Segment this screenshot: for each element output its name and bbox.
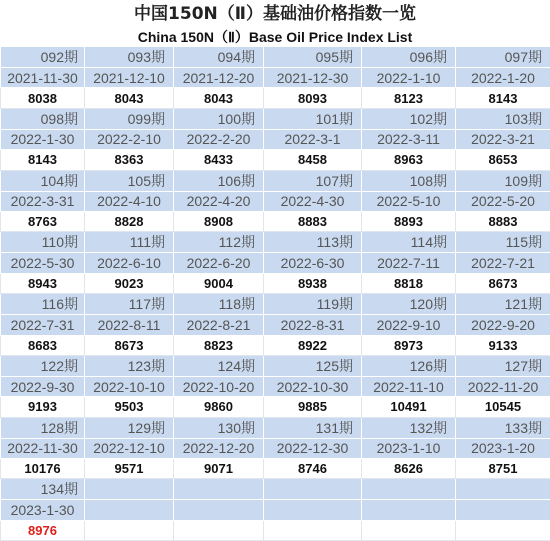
date-cell: 2022-6-30 [264, 253, 362, 273]
period-cell: 118期 [174, 294, 264, 315]
date-cell: 2022-3-1 [264, 129, 362, 149]
period-cell: 100期 [174, 108, 264, 129]
date-cell: 2022-8-31 [264, 315, 362, 335]
value-cell: 8938 [264, 273, 362, 293]
value-cell [85, 520, 174, 540]
value-cell: 8433 [174, 150, 264, 170]
value-cell [456, 520, 550, 540]
date-row [1, 315, 550, 335]
value-cell: 9860 [174, 397, 264, 417]
value-cell: 8683 [1, 335, 85, 355]
period-cell: 127期 [456, 355, 550, 376]
period-cell [362, 479, 456, 500]
date-cell: 2022-11-30 [1, 438, 85, 458]
period-cell: 119期 [264, 294, 362, 315]
period-cell: 110期 [1, 232, 85, 253]
period-cell: 105期 [85, 170, 174, 191]
period-row [1, 47, 550, 68]
value-cell: 9023 [85, 273, 174, 293]
period-cell: 097期 [456, 47, 550, 68]
value-cell: 8818 [362, 273, 456, 293]
period-cell: 115期 [456, 232, 550, 253]
period-cell: 101期 [264, 108, 362, 129]
period-row [1, 479, 550, 500]
value-cell: 8093 [264, 88, 362, 108]
date-cell: 2022-3-31 [1, 191, 85, 211]
date-cell: 2022-9-10 [362, 315, 456, 335]
date-cell: 2021-12-10 [85, 68, 174, 88]
value-cell: 8123 [362, 88, 456, 108]
value-row [1, 273, 550, 293]
date-cell: 2022-3-21 [456, 129, 550, 149]
value-cell: 8143 [456, 88, 550, 108]
date-cell [85, 500, 174, 520]
date-cell: 2022-11-10 [362, 376, 456, 396]
latest-value-cell: 8976 [1, 520, 85, 540]
date-row [1, 129, 550, 149]
value-cell: 8038 [1, 88, 85, 108]
date-cell: 2022-12-20 [174, 438, 264, 458]
date-cell: 2022-8-21 [174, 315, 264, 335]
date-cell: 2023-1-20 [456, 438, 550, 458]
period-cell: 123期 [85, 355, 174, 376]
value-cell: 9503 [85, 397, 174, 417]
date-cell [456, 500, 550, 520]
period-cell: 114期 [362, 232, 456, 253]
period-cell: 132期 [362, 417, 456, 438]
date-cell: 2022-1-10 [362, 68, 456, 88]
period-cell: 106期 [174, 170, 264, 191]
period-cell: 108期 [362, 170, 456, 191]
period-cell: 117期 [85, 294, 174, 315]
value-cell: 8973 [362, 335, 456, 355]
value-row [1, 88, 550, 108]
date-cell: 2022-4-10 [85, 191, 174, 211]
date-cell: 2022-9-30 [1, 376, 85, 396]
period-cell: 126期 [362, 355, 456, 376]
date-cell: 2022-5-30 [1, 253, 85, 273]
price-index-table [0, 46, 550, 541]
period-cell: 124期 [174, 355, 264, 376]
date-cell: 2022-10-10 [85, 376, 174, 396]
value-cell: 10545 [456, 397, 550, 417]
period-cell: 129期 [85, 417, 174, 438]
period-cell: 109期 [456, 170, 550, 191]
period-cell: 133期 [456, 417, 550, 438]
page-title: 中国150N（Ⅱ）基础油价格指数一览 [0, 2, 550, 26]
period-cell: 120期 [362, 294, 456, 315]
period-cell: 134期 [1, 479, 85, 500]
date-cell: 2022-7-31 [1, 315, 85, 335]
date-cell: 2022-10-20 [174, 376, 264, 396]
value-cell: 8458 [264, 150, 362, 170]
date-cell: 2022-6-20 [174, 253, 264, 273]
value-cell: 10491 [362, 397, 456, 417]
date-row [1, 68, 550, 88]
date-cell: 2022-9-20 [456, 315, 550, 335]
date-cell: 2022-12-30 [264, 438, 362, 458]
date-cell: 2022-5-20 [456, 191, 550, 211]
value-cell: 8143 [1, 150, 85, 170]
period-cell: 121期 [456, 294, 550, 315]
date-cell [174, 500, 264, 520]
date-cell: 2022-8-11 [85, 315, 174, 335]
value-cell: 9571 [85, 459, 174, 479]
period-row [1, 355, 550, 376]
value-cell: 8363 [85, 150, 174, 170]
period-cell: 130期 [174, 417, 264, 438]
value-cell: 8883 [264, 211, 362, 231]
value-cell: 8893 [362, 211, 456, 231]
period-cell: 111期 [85, 232, 174, 253]
period-cell [85, 479, 174, 500]
period-cell: 125期 [264, 355, 362, 376]
value-row [1, 520, 550, 540]
period-cell: 092期 [1, 47, 85, 68]
value-cell: 8963 [362, 150, 456, 170]
period-cell: 113期 [264, 232, 362, 253]
date-cell: 2022-6-10 [85, 253, 174, 273]
value-cell: 10176 [1, 459, 85, 479]
value-row [1, 459, 550, 479]
date-cell: 2022-11-20 [456, 376, 550, 396]
date-row [1, 376, 550, 396]
period-cell: 099期 [85, 108, 174, 129]
date-cell: 2022-1-30 [1, 129, 85, 149]
value-cell [362, 520, 456, 540]
value-row [1, 150, 550, 170]
date-cell: 2022-2-20 [174, 129, 264, 149]
period-cell: 116期 [1, 294, 85, 315]
period-cell: 098期 [1, 108, 85, 129]
value-cell: 8943 [1, 273, 85, 293]
date-row [1, 191, 550, 211]
date-cell: 2022-3-11 [362, 129, 456, 149]
period-row [1, 170, 550, 191]
page-subtitle: China 150N（Ⅱ）Base Oil Price Index List [0, 27, 550, 47]
date-cell: 2022-7-11 [362, 253, 456, 273]
value-row [1, 335, 550, 355]
period-cell: 107期 [264, 170, 362, 191]
value-cell: 8908 [174, 211, 264, 231]
date-cell: 2023-1-30 [1, 500, 85, 520]
value-row [1, 211, 550, 231]
value-cell: 8823 [174, 335, 264, 355]
period-row [1, 232, 550, 253]
period-row [1, 108, 550, 129]
period-cell: 131期 [264, 417, 362, 438]
period-cell: 112期 [174, 232, 264, 253]
value-cell: 9071 [174, 459, 264, 479]
period-cell: 102期 [362, 108, 456, 129]
value-cell: 8043 [174, 88, 264, 108]
date-cell: 2022-5-10 [362, 191, 456, 211]
value-cell: 8653 [456, 150, 550, 170]
date-cell: 2021-12-30 [264, 68, 362, 88]
period-cell: 128期 [1, 417, 85, 438]
value-cell: 8922 [264, 335, 362, 355]
value-cell: 8751 [456, 459, 550, 479]
period-row [1, 294, 550, 315]
period-cell: 094期 [174, 47, 264, 68]
date-cell: 2023-1-10 [362, 438, 456, 458]
value-cell: 8883 [456, 211, 550, 231]
date-cell: 2022-1-20 [456, 68, 550, 88]
value-row [1, 397, 550, 417]
period-cell: 095期 [264, 47, 362, 68]
date-cell: 2021-11-30 [1, 68, 85, 88]
date-cell: 2021-12-20 [174, 68, 264, 88]
value-cell [174, 520, 264, 540]
value-cell: 9885 [264, 397, 362, 417]
period-cell: 122期 [1, 355, 85, 376]
value-cell: 9133 [456, 335, 550, 355]
period-cell: 104期 [1, 170, 85, 191]
date-cell: 2022-7-21 [456, 253, 550, 273]
value-cell: 8746 [264, 459, 362, 479]
period-cell: 093期 [85, 47, 174, 68]
value-cell [264, 520, 362, 540]
date-row [1, 438, 550, 458]
date-cell: 2022-12-10 [85, 438, 174, 458]
period-cell [174, 479, 264, 500]
value-cell: 9004 [174, 273, 264, 293]
date-cell: 2022-2-10 [85, 129, 174, 149]
date-cell: 2022-10-30 [264, 376, 362, 396]
value-cell: 8763 [1, 211, 85, 231]
value-cell: 8626 [362, 459, 456, 479]
date-row [1, 253, 550, 273]
value-cell: 8828 [85, 211, 174, 231]
period-cell [456, 479, 550, 500]
period-cell: 096期 [362, 47, 456, 68]
value-cell: 9193 [1, 397, 85, 417]
value-cell: 8043 [85, 88, 174, 108]
date-cell [264, 500, 362, 520]
period-cell: 103期 [456, 108, 550, 129]
period-row [1, 417, 550, 438]
date-cell: 2022-4-30 [264, 191, 362, 211]
period-cell [264, 479, 362, 500]
value-cell: 8673 [456, 273, 550, 293]
date-cell [362, 500, 456, 520]
value-cell: 8673 [85, 335, 174, 355]
date-row [1, 500, 550, 520]
date-cell: 2022-4-20 [174, 191, 264, 211]
